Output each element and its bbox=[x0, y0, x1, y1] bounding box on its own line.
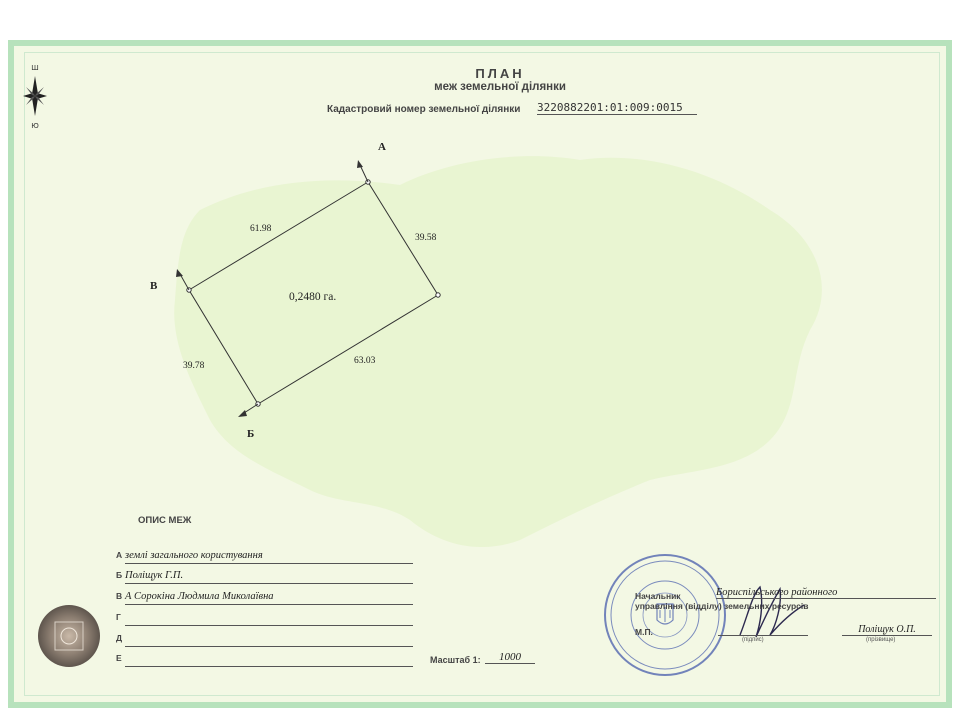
chief-organization: Бориспільського районного bbox=[716, 587, 936, 599]
boundary-text: А Сорокіна Людмила Миколаївна bbox=[125, 591, 413, 605]
signature-caption: (підпис) bbox=[742, 637, 764, 643]
point-label-a: А bbox=[378, 141, 386, 153]
side-label-top: 61.98 bbox=[250, 224, 272, 234]
surname-caption: (прізвище) bbox=[866, 637, 896, 643]
arrow-a-head bbox=[357, 160, 363, 168]
arrow-v-head bbox=[176, 269, 183, 277]
boundary-letter: В bbox=[116, 591, 123, 601]
plot-area: 0,2480 га. bbox=[289, 291, 337, 303]
boundary-letter: Г bbox=[116, 612, 121, 622]
hologram-seal-icon bbox=[37, 604, 101, 668]
arrow-a bbox=[360, 165, 368, 182]
svg-text:Ш: Ш bbox=[31, 64, 39, 72]
boundary-letter: А bbox=[116, 550, 123, 560]
scale-label: Масштаб 1: bbox=[430, 655, 481, 665]
arrow-b-head bbox=[238, 410, 247, 417]
vertex-east bbox=[436, 293, 440, 297]
arrow-v bbox=[180, 274, 189, 290]
boundary-letter: Е bbox=[116, 653, 122, 663]
boundary-text bbox=[125, 633, 413, 647]
point-label-v: В bbox=[150, 280, 158, 292]
side-label-left: 39.78 bbox=[183, 361, 205, 371]
boundary-text: землі загального користування bbox=[125, 550, 413, 564]
side-label-right: 39.58 bbox=[415, 233, 437, 243]
cadastral-label: Кадастровий номер земельної ділянки bbox=[327, 104, 521, 115]
boundaries-description-title: ОПИС МЕЖ bbox=[138, 515, 192, 526]
boundary-text: Поліщук Г.П. bbox=[125, 570, 413, 584]
page-title: ПЛАН bbox=[475, 66, 525, 81]
signer-surname: Поліщук О.П. bbox=[842, 624, 932, 636]
svg-text:Ю: Ю bbox=[31, 122, 39, 130]
page-subtitle: меж земельної ділянки bbox=[434, 81, 566, 93]
boundary-text bbox=[125, 653, 413, 667]
arrow-b bbox=[244, 404, 258, 413]
seal-place-label: М.П. bbox=[635, 627, 653, 637]
boundary-text bbox=[125, 612, 413, 626]
cadastral-number: 3220882201:01:009:0015 bbox=[537, 101, 697, 115]
boundary-letter: Б bbox=[116, 570, 123, 580]
point-label-b: Б bbox=[247, 428, 255, 440]
official-stamp-icon bbox=[602, 552, 728, 678]
chief-label: Начальник bbox=[635, 591, 681, 601]
scale-value: 1000 bbox=[485, 651, 535, 664]
department-label: управління (відділу) земельних ресурсів bbox=[635, 601, 809, 611]
signature-line bbox=[718, 623, 808, 636]
boundary-letter: Д bbox=[116, 633, 123, 643]
side-label-bottom: 63.03 bbox=[354, 356, 376, 366]
